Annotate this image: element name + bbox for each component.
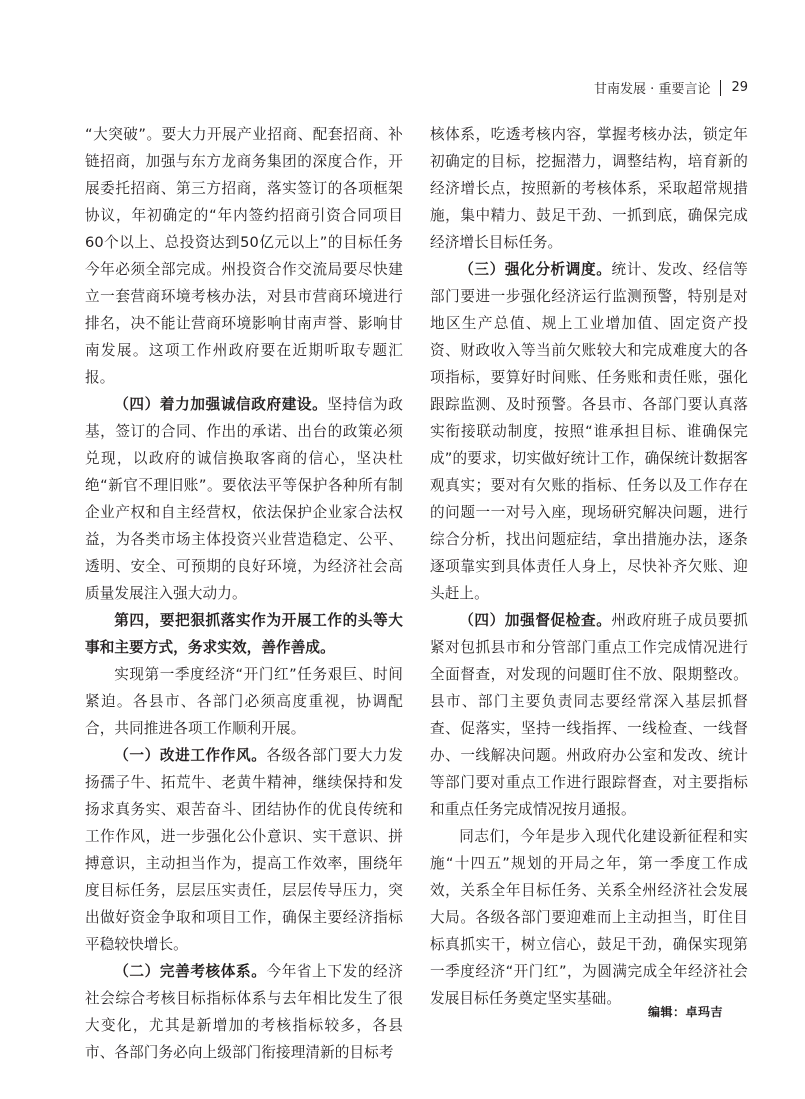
paragraph-body: 今年省上下发的经济社会综合考核目标指标体系与去年相比发生了很大变化，尤其是新增加的考核指标较多，各县市、各部门务必向上级部门衔接理清新的目标考	[85, 963, 403, 1061]
subheading: （一）改进工作作风。	[114, 747, 267, 764]
subheading: （三）强化分析调度。	[459, 261, 612, 278]
subheading: （二）完善考核体系。	[114, 963, 267, 980]
paragraph	[85, 958, 403, 1066]
editor-credit: 编辑：卓玛吉	[647, 1005, 723, 1019]
section-title: 甘南发展 · 重要言论	[594, 82, 711, 97]
paragraph: 同志们，今年是步入现代化建设新征程和实施“十四五”规划的开局之年，第一季度工作成效，关系全年目标任务、关系全州经济社会发展大局。各级各部门要迎难而上主动担当，盯住目标真抓实干，树立信心，鼓足干劲，确保实现第一季度经济“开门红”，为圆满完成全年经济社会发展目标任务奠定坚实基础。	[430, 828, 748, 1007]
subheading: （四）加强督促检查。	[459, 612, 612, 629]
running-header	[594, 78, 748, 97]
paragraph: 核体系，吃透考核内容，掌握考核办法，锁定年初确定的目标，挖掘潜力，调整结构，培育新的经济增长点，按照新的考核体系，采取超常规措施，集中精力、鼓足干劲、一抓到底，确保完成经济增长目标任务。	[430, 126, 748, 251]
paragraph-body: 统计、发改、经信等部门要进一步强化经济运行监测预警，特别是对地区生产总值、规上工业增加值、固定资产投资、财政收入等当前欠账较大和完成难度大的各项指标，要算好时间账、任务账和责任账，强化跟踪监测、及时预警。各县市、各部门要认真落实衔接联动制度，按照“谁承担目标、谁确保完成”的要求，切实做好统计工作，确保统计数据客观真实；要对有欠账的指标、任务以及工作存在的问题一一对号入座，现场研究解决问题，进行综合分析，找出问题症结，拿出措施办法，逐条逐项靠实到具体责任人身上，尽快补齐欠账、迎头赶上。	[430, 261, 748, 602]
paragraph-body: 坚持信为政基，签订的合同、作出的承诺、出台的政策必须兑现，以政府的诚信换取客商的信心，坚决杜绝“新官不理旧账”。要依法平等保护各种所有制企业产权和自主经营权，依法保护企业家合法权益，为各类市场主体投资兴业营造稳定、公平、透明、安全、可预期的良好环境，为经济社会高质量发展注入强大动力。	[85, 396, 403, 602]
paragraph	[430, 607, 748, 823]
paragraph	[430, 256, 748, 607]
header-divider	[720, 80, 721, 96]
subheading: （四）着力加强诚信政府建设。	[114, 396, 328, 413]
right-column	[430, 121, 748, 1012]
paragraph	[85, 391, 403, 607]
paragraph	[85, 742, 403, 958]
paragraph-body: 州政府班子成员要抓紧对包抓县市和分管部门重点工作完成情况进行全面督查，对发现的问题盯住不放、限期整改。县市、部门主要负责同志要经常深入基层抓督查、促落实，坚持一线指挥、一线检查、一线督办、一线解决问题。州政府办公室和发改、统计等部门要对重点工作进行跟踪督查，对主要指标和重点任务完成情况按月通报。	[430, 612, 748, 818]
section-heading: 第四，要把狠抓落实作为开展工作的头等大事和主要方式，务求实效，善作善成。	[85, 612, 403, 656]
paragraph-body: 各级各部门要大力发扬孺子牛、拓荒牛、老黄牛精神，继续保持和发扬求真务实、艰苦奋斗、团结协作的优良传统和工作作风，进一步强化公仆意识、实干意识、拼搏意识，主动担当作为，提高工作效率，围绕年度目标任务，层层压实责任，层层传导压力，突出做好资金争取和项目工作，确保主要经济指标平稳较快增长。	[85, 747, 403, 953]
paragraph: “大突破”。要大力开展产业招商、配套招商、补链招商，加强与东方龙商务集团的深度合作，开展委托招商、第三方招商，落实签订的各项框架协议，年初确定的“年内签约招商引资合同项目60个以上、总投资达到50亿元以上”的目标任务今年必须全部完成。州投资合作交流局要尽快建立一套营商环境考核办法，对县市营商环境进行排名，决不能让营商环境影响甘南声誉、影响甘南发展。这项工作州政府要在近期听取专题汇报。	[85, 126, 403, 386]
page-number: 29	[731, 80, 748, 95]
paragraph: 实现第一季度经济“开门红”任务艰巨、时间紧迫。各县市、各部门必须高度重视，协调配合，共同推进各项工作顺利开展。	[85, 666, 403, 737]
left-column	[85, 121, 403, 1066]
